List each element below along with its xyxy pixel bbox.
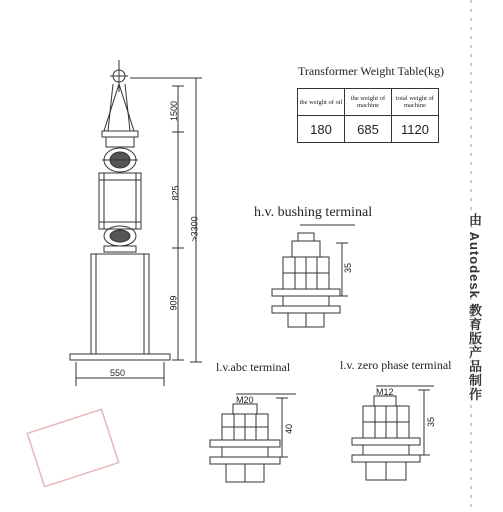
faint-stamp bbox=[27, 409, 118, 486]
dim-middle-label: 825 bbox=[170, 185, 181, 201]
lv-zero-terminal-dim: 35 bbox=[426, 416, 437, 428]
transformer-elevation bbox=[70, 60, 170, 386]
lv-abc-terminal-dim: 40 bbox=[284, 423, 295, 435]
hv-terminal-dim: 35 bbox=[343, 262, 354, 274]
dim-base-label: 909 bbox=[168, 295, 179, 311]
header-total-weight: total weight of machine bbox=[392, 89, 439, 116]
dim-total-label: >3300 bbox=[189, 216, 200, 242]
lv-zero-phase-terminal-drawing bbox=[352, 386, 437, 480]
lv-zero-thread-label: M12 bbox=[376, 387, 394, 397]
lv-abc-thread-label: M20 bbox=[236, 395, 254, 405]
value-total-weight: 1120 bbox=[392, 116, 439, 143]
hv-terminal-title: h.v. bushing terminal bbox=[254, 205, 373, 220]
value-oil-weight: 180 bbox=[298, 116, 345, 143]
dim-top-label: 1500 bbox=[169, 100, 180, 122]
autodesk-watermark: 由 Autodesk 教育版产品制作 bbox=[467, 213, 482, 402]
lv-abc-terminal-title: l.v.abc terminal bbox=[216, 360, 291, 374]
header-machine-weight: the weight of machine bbox=[345, 89, 392, 116]
weight-table-title: Transformer Weight Table(kg) bbox=[298, 64, 444, 78]
value-machine-weight: 685 bbox=[345, 116, 392, 143]
dim-width-label: 550 bbox=[110, 368, 126, 378]
lv-zero-terminal-title: l.v. zero phase terminal bbox=[340, 358, 452, 372]
hv-bushing-terminal-drawing bbox=[272, 225, 355, 327]
header-oil-weight: the weight of oil bbox=[298, 89, 345, 116]
weight-table bbox=[297, 88, 439, 143]
lv-abc-terminal-drawing bbox=[210, 394, 296, 482]
